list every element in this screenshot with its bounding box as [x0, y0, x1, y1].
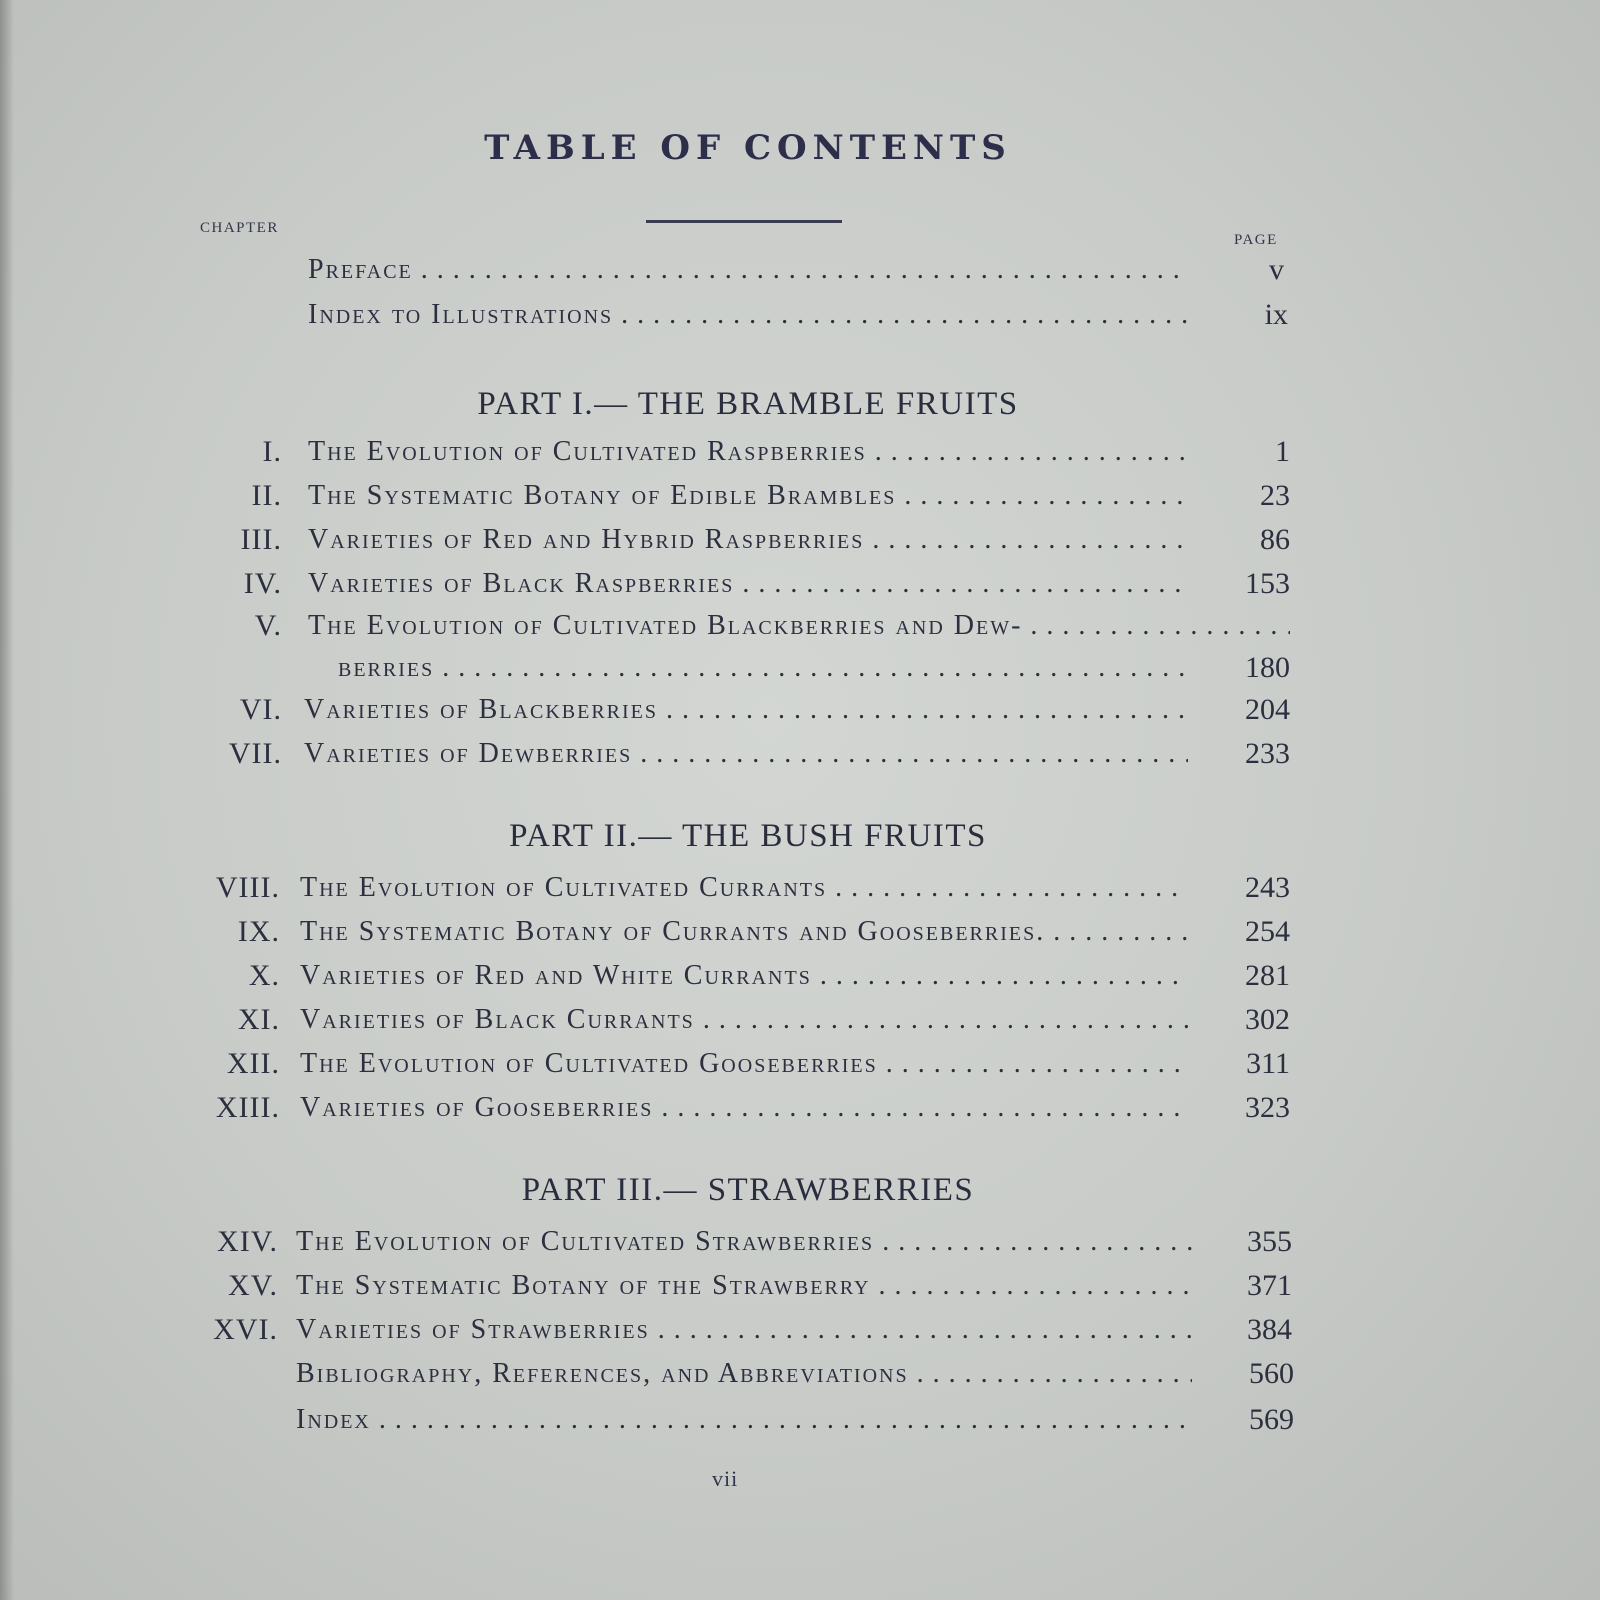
chapter-number: XV.	[228, 1269, 278, 1302]
toc-entry-bibliography	[0, 1354, 1600, 1394]
entry-title: Varieties of Gooseberries . . .	[300, 1088, 1188, 1128]
chapter-number: X.	[248, 959, 280, 992]
toc-entry	[0, 956, 1600, 996]
entry-page: 560	[1249, 1357, 1294, 1390]
toc-entry	[0, 432, 1600, 472]
entry-page: 371	[1247, 1269, 1292, 1302]
toc-entry	[0, 1000, 1600, 1040]
chapter-column-label: CHAPTER	[200, 220, 279, 236]
entry-title: The Evolution of Cultivated Blackberries and Dew- . . .	[308, 606, 1290, 646]
entry-page: 23	[1260, 479, 1290, 512]
entry-page: 254	[1245, 915, 1290, 948]
entry-title: The Evolution of Cultivated Currants . . .	[300, 868, 1188, 908]
chapter-number: IX.	[237, 915, 280, 948]
toc-entry	[0, 606, 1600, 646]
part-heading: PART I.— THE BRAMBLE FRUITS	[477, 386, 1019, 422]
chapter-number: VIII.	[215, 871, 280, 904]
chapter-number: VI.	[239, 693, 282, 726]
entry-page: v	[1269, 253, 1284, 286]
toc-entry	[0, 868, 1600, 908]
chapter-number: III.	[240, 523, 282, 556]
title-rule	[646, 220, 842, 223]
toc-entry	[0, 1310, 1600, 1350]
entry-page: 1	[1275, 435, 1290, 468]
entry-title: Varieties of Black Raspberries . . .	[308, 564, 1188, 604]
entry-title: Varieties of Red and Hybrid Raspberries . . .	[308, 520, 1188, 560]
chapter-number: XIII.	[215, 1091, 280, 1124]
toc-entry	[0, 1266, 1600, 1306]
part-heading: PART II.— THE BUSH FRUITS	[509, 818, 987, 854]
chapter-number: V.	[254, 609, 282, 642]
toc-entry	[0, 1222, 1600, 1262]
entry-title: The Systematic Botany of Edible Brambles . . .	[308, 476, 1188, 516]
entry-title: Varieties of Dewberries . . .	[304, 734, 1188, 774]
toc-entry	[0, 476, 1600, 516]
entry-title: Index to Illustrations . . .	[308, 295, 1188, 335]
entry-title: Varieties of Red and White Currants . . .	[300, 956, 1188, 996]
toc-entry-preface	[0, 250, 1600, 290]
entry-page: 302	[1245, 1003, 1290, 1036]
toc-entry-continued	[0, 648, 1600, 688]
toc-entry	[0, 1088, 1600, 1128]
chapter-number: VII.	[228, 737, 282, 770]
entry-title: The Evolution of Cultivated Raspberries . . .	[308, 432, 1188, 472]
chapter-number: XII.	[226, 1047, 280, 1080]
chapter-number: XI.	[237, 1003, 280, 1036]
page-number: vii	[712, 1466, 739, 1491]
page-column-label: PAGE	[1234, 232, 1278, 248]
toc-entry	[0, 690, 1600, 730]
page-title: TABLE OF CONTENTS	[484, 128, 1012, 168]
chapter-number: I.	[262, 435, 282, 468]
entry-page: 204	[1245, 693, 1290, 726]
entry-page: ix	[1264, 298, 1288, 331]
chapter-number: XVI.	[213, 1313, 278, 1346]
entry-page: 86	[1260, 523, 1290, 556]
entry-page: 243	[1245, 871, 1290, 904]
entry-page: 355	[1247, 1225, 1292, 1258]
entry-title: The Evolution of Cultivated Strawberries . . .	[296, 1222, 1192, 1262]
chapter-number: IV.	[243, 567, 282, 600]
entry-page: 323	[1245, 1091, 1290, 1124]
entry-page: 180	[1245, 651, 1290, 684]
entry-title-continued: berries . . .	[338, 648, 1188, 688]
toc-entry	[0, 564, 1600, 604]
entry-page: 311	[1246, 1047, 1290, 1080]
entry-page: 281	[1245, 959, 1290, 992]
entry-title: The Systematic Botany of Currants and Gooseberries. . . .	[300, 912, 1190, 952]
entry-page: 569	[1249, 1403, 1294, 1436]
toc-entry-index	[0, 1400, 1600, 1440]
entry-page: 153	[1245, 567, 1290, 600]
entry-title: The Systematic Botany of the Strawberry . . .	[296, 1266, 1192, 1306]
entry-page: 384	[1247, 1313, 1292, 1346]
toc-entry	[0, 520, 1600, 560]
entry-title: Preface . . .	[308, 250, 1188, 290]
part-heading: PART III.— STRAWBERRIES	[521, 1172, 975, 1208]
toc-entry	[0, 734, 1600, 774]
entry-title: Varieties of Blackberries . . .	[304, 690, 1188, 730]
entry-title: Index . . .	[296, 1400, 1192, 1440]
entry-title: The Evolution of Cultivated Gooseberries . . .	[300, 1044, 1188, 1084]
entry-title: Varieties of Strawberries . . .	[296, 1310, 1192, 1350]
chapter-number: II.	[251, 479, 282, 512]
toc-entry	[0, 912, 1600, 952]
toc-entry-index-to-illustrations	[0, 295, 1600, 335]
entry-title: Varieties of Black Currants . . .	[300, 1000, 1188, 1040]
toc-entry	[0, 1044, 1600, 1084]
chapter-number: XIV.	[217, 1225, 278, 1258]
entry-page: 233	[1245, 737, 1290, 770]
entry-title: Bibliography, References, and Abbreviations . . .	[296, 1354, 1192, 1394]
